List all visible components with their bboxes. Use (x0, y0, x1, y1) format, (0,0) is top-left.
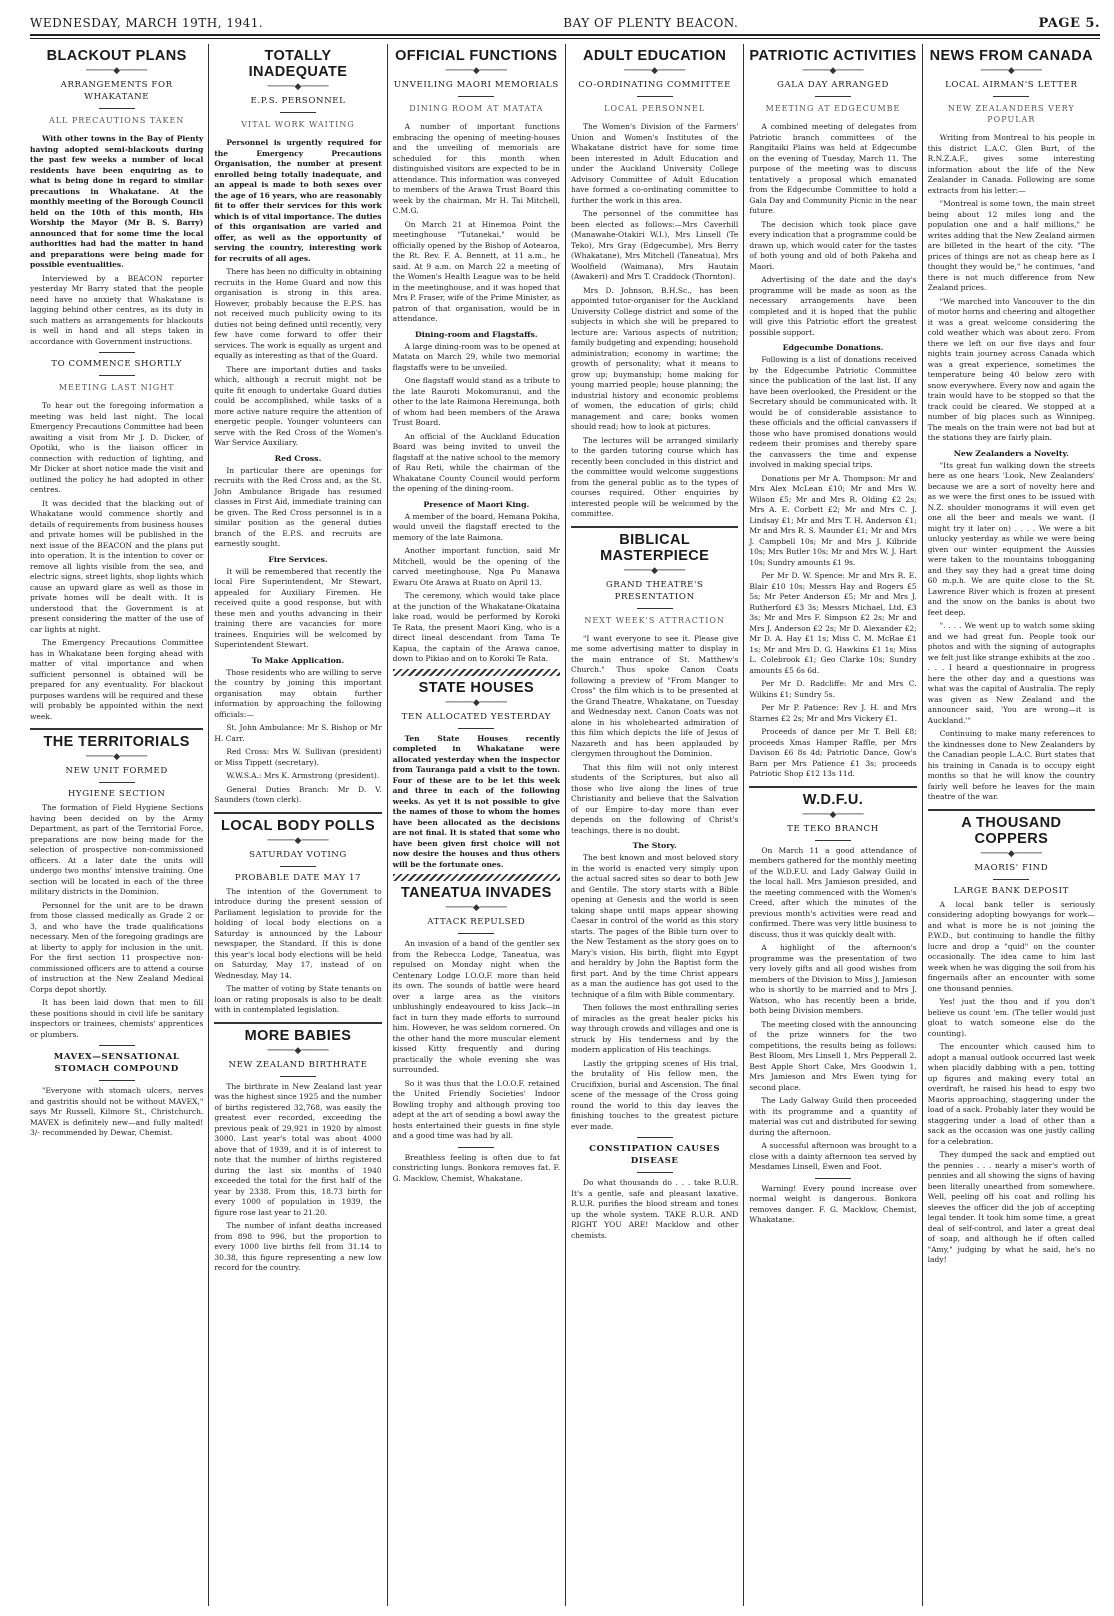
paragraph: The lectures will be arranged similarly to the garden tutoring course which has recently been concluded in this district and the committee would welcome suggestions from the general public as to the types of courses required. Other enquiries by interested people will be welcomed by the committee. (570, 435, 739, 518)
divider (637, 608, 673, 609)
paragraph: Yes! just the thou and if you don't believe us count 'em. (The teller would just gloat to watch someone else do the counting). (927, 997, 1095, 1038)
paragraph: Following is a list of donations received by the Edgecumbe Patriotic Committee since the publication of the last list. If any have been overlooked, the President or the Secretary should be communicated with. It would be of considerable assistance to these officials and the official canvassers if those who have promised donations would redeem their promises and thereby spare the canvassers the time and expense involved in making special trips. (749, 355, 917, 469)
divider (928, 809, 1095, 811)
paragraph: Per Mr P. Patience: Rev J. H. and Mrs Starnes £2 2s; Mr and Mrs Vickery £1. (749, 703, 917, 723)
headline: A THOUSAND COPPERS (961, 814, 1062, 847)
section-heading: Presence of Maori King. (423, 499, 530, 509)
subheadline: TE TEKO BRANCH (787, 823, 879, 834)
headline: LOCAL BODY POLLS (220, 817, 376, 834)
section-heading: New Zealanders a Novelty. (953, 448, 1069, 458)
column-6 (922, 44, 1100, 1606)
advert-constipation (571, 1143, 738, 1241)
article-more-babies (214, 1028, 381, 1274)
article-totally-inadequate (214, 48, 381, 806)
paragraph: Interviewed by a BEACON reporter yesterday Mr Barry stated that the people need have no anxiety that Whakatane is lagging behind other centres, as its duty in such matters as arrangements for blackouts is well in hand and all steps taken in accordance with Government instructions. (30, 273, 204, 346)
headline: NEWS FROM CANADA (929, 48, 1094, 64)
subheadline: DINING ROOM AT MATATA (409, 104, 544, 113)
ornament-border (393, 669, 560, 676)
paragraph: In particular there are openings for recruits with the Red Cross and, as the St. John Ambulance Brigade has resumed classes in First Aid, immediate training can be given. The Red Cross personnel is in a similar position as the general duties branch of the E.P.S. and recruits are earnestly sought. (214, 465, 382, 548)
advert-mavex (30, 1051, 203, 1139)
paragraph: Per Mr D. W. Spence: Mr and Mrs R. E. Blair £10 10s; Messrs Hay and Rogers £5 5s; Mr Peter Anderson £5; Mr and Mrs J. Rutherford £3 3s; Messrs Michael, Ltd. £3 3s; Mr and Mrs F. Simpson £2 2s; Mr and Mrs J. Anderson £2 2s; Mr D. Alexander £2; Mr D. A. Hay £1 1s; Miss C. M. McRae £1 1s; Mr and Mrs D. G. Hawkins £1 1s; Miss L. Colebrook £1; Geo Clarke 10s; Sundry amounts £5 6s 6d. (749, 571, 917, 675)
paragraph: The number of infant deaths increased from 898 to 996, but the proportion to every 1000 live births fell from 31.14 to 30.38, this figure representing a new low record for the country. (214, 1221, 382, 1272)
subheadline: MAORIS' FIND (974, 862, 1049, 873)
paragraph: That this film will not only interest students of the Scriptures, but also all those who live along the lines of true Christianity and believe that the Salvation of our Empire to-day more than ever depends on the following of Christ's teachings, there is no doubt. (570, 762, 739, 835)
divider (458, 96, 494, 97)
headline: TO COMMENCE SHORTLY (51, 359, 183, 369)
divider (99, 108, 135, 109)
ornament-divider: ─────◆───── (86, 66, 148, 76)
subheadline: CO-ORDINATING COMMITTEE (578, 80, 732, 90)
headline: CONSTIPATION CAUSES DISEASE (589, 1144, 721, 1166)
paragraph: A highlight of the afternoon's programme was the presentation of two very lovely gifts and all good wishes from members of the Division to Miss J. Jamieson who is shortly to be married and to Mrs J. Watson, who has recently been a bride, both being Division members. (749, 943, 917, 1015)
paragraph: An official of the Auckland Education Board was being invited to unveil the flagstaff at the native school to the memory of Rau Reti, while the chairman of the Whakatane County Council would perform the opening of the dining-room. (392, 431, 560, 493)
divider (993, 96, 1029, 97)
divider (99, 375, 135, 376)
paragraph: To hear out the foregoing information a meeting was held last night. The local Emergency Precautions Committee had been awaiting a visit from Mr J. D. Dicker, of Opotiki, who is the liaison officer in connection with reduction of lighting, and Mr Dicker at short notice made the visit and outlined the policy he had adopted in other centres. (30, 401, 204, 494)
ornament-divider: ─────◆───── (445, 903, 507, 913)
paragraph: Continuing to make many references to the kindnesses done to New Zealanders by the Canadian people L.A.C. Burt states that his training in Canada is to occupy eight months so that he will know the country fairly well before he leaves for the main theatre of the war. (927, 729, 1095, 801)
article-commence-shortly (30, 358, 203, 722)
divider (749, 786, 916, 788)
divider (815, 1178, 851, 1179)
advert-bonkora: Warning! Every pound increase over normal weight is dangerous. Bonkora removes danger. F. G. Macklow, Chemist, Whakatane. (749, 1183, 917, 1224)
paragraph: With other towns in the Bay of Plenty having adopted semi-blackouts during the past few weeks a number of local residents have been enquiring as to what is being done in regard to similar precautions in Whakatane. At the monthly meeting of the Borough Council held on the 10th of this month, His Worship the Mayor (Mr B. S. Barry) announced that for some time the local authorities had had the matter in hand and preparations were being made for possible eventualities. (30, 134, 204, 269)
article-territorials (30, 734, 203, 1040)
divider (993, 879, 1029, 880)
subheadline: SATURDAY VOTING (249, 849, 347, 860)
headline: TANEATUA INVADES (400, 885, 552, 901)
ornament-divider: ─────◆───── (624, 66, 686, 76)
article-wdfu (749, 792, 916, 1226)
ornament-divider: ─────◆───── (445, 697, 507, 708)
paragraph: The ceremony, which would take place at the junction of the Whakatane-Okataina lake road, would be performed by Koroki Te Rata, the present Maori King, who is a direct lineal descendant from Tama Te Kapua, the captain of the Arawa canoe, down to Pikiao and on to Koroki Te Rata. (392, 591, 560, 663)
paragraph: They dumped the sack and emptied out the pennies . . . nearly a miser's worth of pennies and all showing the signs of having been literally unearthed from somewhere. Well, peeling off his coat and rolling his sleeves the officer did the job of accepting legal tender. It took him some time, a great deal of self-control, and later a great deal of soap, and although he if often called "Amy," judging by what he said, he's no lady! (927, 1150, 1095, 1264)
paragraph: ". . . . We went up to watch some skiing and we had great fun. People took our photos and with the signing of autographs we felt just like strange exhibits at the zoo . . . . I heard a questionnaire in progress here the other day and a questions was what was the capital of Australia. The reply was given as New Zealand and the announcer said, 'You are wrong—it is Auckland.'" (927, 621, 1095, 725)
headline: BLACKOUT PLANS (46, 48, 187, 64)
paragraph: "Everyone with stomach ulcers, nerves and gastritis should not be without MAVEX," says Mr Russell, Kilmore St., Christchurch. MAVEX is definitely new—and fully malted! 3/- recommended by Dewar, Chemist. (30, 1086, 204, 1137)
subheadline: NEW ZEALAND BIRTHRATE (228, 1059, 368, 1070)
masthead-rule (30, 34, 1100, 36)
article-official-functions (393, 48, 560, 665)
ornament-divider: ─────◆───── (267, 835, 329, 846)
paragraph: Per Mr D. Radcliffe: Mr and Mrs C. Wilkins £1; Sundry 5s. (749, 679, 917, 699)
paragraph: St. John Ambulance: Mr S. Bishop or Mr H. Carr. (214, 723, 382, 743)
divider (214, 1022, 381, 1024)
paragraph: The Lady Galway Guild then proceeded with its programme and a quantity of material was cut and distributed for sewing during the afternoon. (749, 1096, 917, 1137)
paragraph: It has been laid down that men to fill these positions should in civil life be sanitary inspectors or trainees, chemists' apprentices or plumbers. (30, 998, 204, 1039)
paragraph: There are important duties and tasks which, although a recruit might not be quite fit enough to undertake Guard duties could be accomplished, while tasks of a more active nature require the attention of energetic people. Younger volunteers can serve with the Red Cross of the Women's War Service Auxiliary. (214, 364, 382, 447)
subheadline: PROBABLE DATE MAY 17 (234, 872, 362, 883)
divider (99, 782, 135, 783)
paragraph: "Its great fun walking down the streets here as one hears 'Look, New Zealanders' because we are a sort of novelty here and as we were the first ones to be issued with N.Z. shoulder monograms it will even get one all the beer and meals we want. (I might try it later on) . . . . We were a bit unlucky yesterday as while we were being given our winter equipment the Aussies were taken to the mountains tobogganing and they say they had a great time doing 60 m.p.h. We are quite close to the St. Lawrence River which is frozen at present and the snow on the banks is about two feet deep. (927, 460, 1095, 617)
ornament-divider: ─────◆───── (802, 66, 864, 76)
paragraph: Red Cross: Mrs W. Sullivan (president) or Miss Tippett (secretary). (214, 747, 382, 767)
subheadline: ARRANGEMENTS FOR WHAKATANE (60, 80, 173, 102)
headline: PATRIOTIC ACTIVITIES (749, 48, 917, 64)
subheadline: GRAND THEATRE'S PRESENTATION (605, 579, 704, 602)
paragraph: The birthrate in New Zealand last year was the highest since 1925 and the number of births registered 32,768, was easily the greatest ever recorded, exceeding the previous peak of 29,921 in 1920 by almost 3000. Last year's total was about 4000 above that of 1939, and it is of interest to note that the number of births registered during the last six months of 1940 exceeded the total for the first half of the year by 2338. From this, 18.73 birth for every 1000 of population in 1939, the figure rose last year to 21.20. (214, 1081, 382, 1217)
paragraph: A successful afternoon was brought to a close with a dainty afternoon tea served by Mesdames Linsell, Ewen and Foot. (749, 1141, 917, 1171)
paragraph: The Emergency Precautions Committee has in Whakatane been forging ahead with matter of vital importance and when sufficient personnel is obtained will be prepared for any eventuality. For blackout purposes wardens will be required and these will probably be appointed within the next week. (30, 638, 204, 721)
paragraph: The matter of voting by State tenants on loan or rating proposals is also to be dealt with in contemplated legislation. (214, 984, 382, 1014)
paragraph: It was decided that the blacking out of Whakatane would commence shortly and details of requirements from business houses and private homes will be published in the next issue of the BEACON and the plans put into operation. It is the intention to cover or remove all lights visible from the sea, and electric signs, street lights, shop lights which cause an upward glare as well as those in private homes will be dealt with. It is understood that the Government is at present considering the matter of the use of car lights at night. (30, 498, 204, 634)
subheadline: NEW UNIT FORMED (65, 766, 168, 776)
ornament-divider: ─────◆───── (624, 565, 686, 576)
paragraph: A number of important functions embracing the opening of meeting-houses and the unveiling of memorials are scheduled for this month when distinguished visitors are expected to be in attendance. This information was conveyed to members of the Arawa Trust Board this week by the chairman, Mr H. Tai Mitchell, C.M.G. (392, 122, 560, 215)
paragraph: Proceeds of dance per Mr T. Bell £8; proceeds Xmas Hamper Raffle, per Mrs Davison £6 8s 4d; Patriotic Dance, Gow's Barn per Mrs Patience £1 3s; proceeds Patriotic Shop £12 13s 11d. (749, 727, 917, 778)
paragraph: Ten State Houses recently completed in Whakatane were allocated yesterday when the inspector from Tauranga paid a visit to the town. Four of these are to be let this week and three in each of the following weeks. As yet it is not possible to give the names of those to whom the homes have been allocated as the decisions are not final. It is stated that some who have been given first choice will not now desire the houses and thus others will be the fortunate ones. (392, 733, 560, 869)
paragraph: Writing from Montreal to his people in this district L.A.C. Glen Burt, of the R.N.Z.A.F., gives some interesting information about the life of the New Zealander in Canada. Following are some extracts from his letter:— (927, 133, 1095, 195)
paragraph: A member of the board, Hemana Pokiha, would unveil the flagstaff erected to the memory of the late Raimona. (392, 511, 560, 542)
divider (637, 96, 673, 97)
subheadline: ALL PRECAUTIONS TAKEN (48, 116, 185, 125)
paragraph: Lastly the gripping scenes of His trial, the brutality of His fellow men, the Crucifixion, burial and Ascension. The final scene of the message of the Cross going round the world to this day leaves the finishing touches to the greatest picture ever made. (570, 1058, 739, 1131)
headline: W.D.F.U. (802, 791, 864, 808)
paragraph: The meeting closed with the announcing of the prize winners for the two competitions, the results being as follows: Best Bloom, Mrs Linsell 1, Mrs Pepperall 2. Best Apple Short Cake, Mrs Goodwin 1, Mrs Jamieson and Mrs Ewen tying for second place. (749, 1019, 917, 1092)
article-local-body-polls (214, 818, 381, 1016)
paragraph: It will be remembered that recently the local Fire Superintendent, Mr Stewart, appealed for Auxiliary Firemen. He received quite a good response, but with these men and youths advancing in their training there are vacancies for more trainees. Enquiries will be welcomed by Superintendent Stewart. (214, 566, 382, 649)
subheadline: HYGIENE SECTION (67, 789, 166, 799)
paragraph: "Montreal is some town, the main street being about 12 miles long and the population one and a half millions," he writes adding that the New Zealand airmen are billeted in the heart of the city. "The prices of things are not as cheap here as I thought they would be," he continues, "and there is not much difference from New Zealand prices. (927, 199, 1095, 292)
divider (214, 812, 381, 814)
subheadline: NEW ZEALANDERS VERY POPULAR (947, 104, 1075, 124)
column-4 (565, 44, 743, 1606)
paragraph: Personnel is urgently required for the Emergency Precautions Organisation, the number at present enrolled being totally inadequate, and an appeal is made to both sexes over the age of 16 years, who are reasonably fit to offer their services for this work which is of vital importance. The duties of this organisation are varied and offer, as well as the opportunity of serving the country, interesting work for recruits of all ages. (214, 138, 382, 263)
paragraph: One flagstaff would stand as a tribute to the late Rauroti Mokomuranui, and the other to the late Raimona Hereinunga, both of whom had been members of the Arawa Trust Board. (392, 376, 560, 427)
article-taneatua-invades (393, 885, 560, 1184)
ornament-border (393, 874, 560, 881)
column-2 (208, 44, 386, 1606)
column-1 (30, 44, 208, 1606)
paragraph: The formation of Field Hygiene Sections having been decided on by the Army Department, as part of the Territorial Force, preparations are now being made for the selection of prospective non-commissioned officers. At a later date the units will undergo two months' intensive training. One section will be located in each of the three military districts in the Dominion. (30, 803, 204, 896)
article-blackout-plans (30, 48, 203, 347)
divider (30, 728, 203, 730)
ornament-divider: ─────◆───── (86, 752, 148, 762)
masthead-date: WEDNESDAY, MARCH 19TH, 1941. (30, 16, 264, 30)
article-state-houses (393, 680, 560, 871)
headline: ADULT EDUCATION (583, 48, 727, 64)
masthead-paper: BAY OF PLENTY BEACON. (563, 16, 739, 30)
advert-bonkora: Breathless feeling is often due to fat constricting lungs. Bonkora removes fat. F. G. Macklow, Chemist, Whakatane. (392, 1152, 560, 1183)
headline: THE TERRITORIALS (43, 734, 190, 750)
paragraph: The encounter which caused him to adopt a manual outlook occurred last week when placidly dabbing with a pen, totting up figures and making every total an overdraft, he raised his head to espy two Maoris approaching, staggering under the load of a sack. Probably later they would be staggering under a load of other than a sack as the occasion was one justly calling for a celebration. (927, 1042, 1095, 1146)
divider (637, 1172, 673, 1173)
paragraph: General Duties Branch: Mr D. V. Saunders (town clerk). (214, 784, 382, 804)
article-biblical-masterpiece (571, 532, 738, 1133)
subheadline: GALA DAY ARRANGED (777, 80, 889, 90)
subheadline: LOCAL PERSONNEL (604, 104, 706, 113)
subheadline: UNVEILING MAORI MEMORIALS (393, 80, 559, 90)
section-heading: To Make Application. (251, 655, 345, 665)
paragraph: Do what thousands do . . . take R.U.R. It's a gentle, safe and pleasant laxative. R.U.R. purifies the blood stream and tones up the whole system. TAKE R.U.R. AND RIGHT YOU ARE! Macklow and other chemists. (570, 1178, 739, 1240)
divider (637, 1137, 673, 1138)
paragraph: So it was thus that the I.O.O.F. retained the United Friendly Societies' Indoor Bowling trophy and although proving too adept at the art of sending a bowl away the hosts entertained their guests in fine style and a good time was had by all. (392, 1078, 560, 1140)
section-heading: Edgecumbe Donations. (782, 343, 884, 352)
paragraph: On March 21 at Hinemoa Point the meetinghouse "Tutanekai," would be officially opened by the Bishop of Aotearoa, the Rt. Rev. F. A. Bennett, at 11 a.m., he said. At 9 a.m. on March 22 a meeting of the Women's Health League was to be held in the meetinghouse, and it was hoped that Mrs P. Fraser, wife of the Prime Minister, as patron of that organisation, would be in attendance. (392, 219, 560, 323)
divider (815, 96, 851, 97)
subheadline: TEN ALLOCATED YESTERDAY (401, 711, 552, 722)
subheadline: ATTACK REPULSED (427, 917, 526, 927)
section-heading: The Story. (632, 841, 677, 850)
divider (280, 112, 316, 113)
divider (571, 526, 738, 528)
column-3 (387, 44, 565, 1606)
section-heading: Dining-room and Flagstaffs. (415, 329, 538, 339)
paragraph: The intention of the Government to introduce during the present session of Parliament legislation to provide for the holding of local body elections on a Saturday is announced by the Labour newspaper, the Standard. If this is done this year's local body elections will be held on Saturday, May 17, instead of on Wednesday, May 14. (214, 886, 382, 980)
subheadline: LOCAL AIRMAN'S LETTER (945, 80, 1078, 90)
ornament-divider: ─────◆───── (267, 1045, 329, 1056)
article-news-from-canada (928, 48, 1095, 803)
divider (280, 1076, 316, 1077)
paragraph: The Women's Division of the Farmers' Union and Women's Institutes of the Whakatane district have for some time been interested in Adult Education and under the Auckland University College Advisory Committee of Adult Education have formed a co-ordinating committee to further the work in this area. (570, 122, 739, 205)
paragraph: Those residents who are willing to serve the country by joining this important organisation may obtain further information by approaching the following officials:— (214, 667, 382, 719)
headline: STATE HOUSES (418, 679, 535, 696)
article-patriotic-activities (749, 48, 916, 780)
article-adult-education (571, 48, 738, 520)
subheadline: NEXT WEEK'S ATTRACTION (584, 615, 725, 625)
ornament-divider: ─────◆───── (980, 66, 1042, 76)
page-columns (30, 44, 1100, 1606)
headline: BIBLICAL MASTERPIECE (600, 531, 710, 564)
divider (458, 728, 494, 729)
paragraph: The best known and most beloved story in the world is enacted very simply upon the actual sacred sites so dear to both Jew and Gentile. The story starts with a Bible opening at Genesis and the world is seen taking shape until maps appear showing Caesar in control of the world as this story starts. The pages of the Bible turn over to the New Testament as the story goes on to Mary's vision, His birth, flight into Egypt and heraldry by John the Baptist form the first part. And by the time Christ appears as a man the audience has got used to the technique of a film with Bible commentary. (570, 853, 739, 999)
paragraph: A combined meeting of delegates from Patriotic branch committees of the Rangitaiki Plains was held at Edgecumbe on the evening of Tuesday, March 11. The purpose of the meeting was to discuss tentatively a proposal which emanated from the Edgecumbe Committee to hold a Gala Day and Community Picnic in the near future. (749, 122, 917, 215)
headline: MAVEX—SENSATIONAL STOMACH COMPOUND (53, 1052, 180, 1074)
masthead-page: PAGE 5. (1038, 15, 1100, 31)
divider (458, 933, 494, 934)
paragraph: Advertising of the date and the day's programme will be made as soon as the necessary arrangements have been completed and it is hoped that the public will give this Patriotic effort the greatest possible support. (749, 275, 917, 337)
ornament-divider: ─────◆───── (980, 848, 1042, 859)
subheadline: MEETING LAST NIGHT (58, 383, 175, 392)
paragraph: W.W.S.A.: Mrs K. Armstrong (president). (226, 771, 380, 780)
headline: MORE BABIES (244, 1027, 352, 1044)
column-5 (743, 44, 921, 1606)
ornament-divider: ─────◆───── (445, 66, 507, 76)
paragraph: Donations per Mr A. Thompson: Mr and Mrs Alex McLean £10; Mr and Mrs W. Wilson £5; Mr and Mrs R. Olding £2 2s; Mrs A. E. Corbett £2; Mr and Mrs C. J. Lindsay £1; Mr and Mrs T. H. Anderson £1; Mr and Mrs R. S. Maunder £1; Mr and Mrs J. Campbell 10s; Mr and Mrs J. Kilbride 10s; Mrs Butler 10s; Mr and Mrs W. J. Hart 10s; Sundry amounts £1 9s. (749, 473, 917, 567)
masthead (30, 12, 1100, 34)
subheadline: LARGE BANK DEPOSIT (953, 885, 1069, 896)
headline: TOTALLY INADEQUATE (248, 48, 348, 80)
masthead-rule-thin (30, 38, 1100, 39)
divider (99, 1080, 135, 1081)
paragraph: Then follows the most enthralling series of miracles as the great healer picks his way through crowds and villages and one is struck by His tenderness and by the modern application of His teachings. (570, 1003, 739, 1054)
paragraph: Mrs D. Johnson, B.H.Sc., has been appointed tutor-organiser for the Auckland University College district and some of the subjects in which she will be prepared to lecture are: Various aspects of nutrition; family budgeting and expending; household administration; economy in wartime; the growth of personality; what it means to grow up; buymanship; home making for young married people; house planning; the industrial history and economic problems of women, the education of girls; child management and care; books women should read; how to look at pictures. (570, 285, 739, 431)
paragraph: "We marched into Vancouver to the din of motor horns and cheering and altogether it was a great welcome considering the cold weather which was about zero. From there we left on our five days and four nights train journey across Canada which was a great experience, sometimes the temperature being 40 below zero with snow everywhere. Every now and again the train would have to be stopped so that the track could be cleared. We stopped at a number of big places such as Winnipeg. The meals on the train were not bad but at the stations they are fairly plain. (927, 296, 1095, 442)
paragraph: "I want everyone to see it. Please give me some advertising matter to display in the main entrance of St. Matthew's Church." Thus spoke Canon Coats following a preview of "From Manger to Cross" the film which is to be presented at the Grand Theatre, Whakatane, on Tuesday and Wednesday next. Canon Coats was not alone in his wholehearted admiration of this film which depicts the life of Jesus of Nazareth and has been applauded by clergymen throughout the Dominion. (570, 633, 739, 758)
ornament-divider: ─────◆───── (267, 82, 329, 92)
subheadline: MEETING AT EDGECUMBE (765, 104, 901, 113)
paragraph: A local bank teller is seriously considering adopting bowyangs for work—and what is more he is not joining the P.W.D., but continuing to handle the filthy lucre and drop a "quid" on the counter occasionally. The idea came to him last week when he was digging the soil from his fingernails after an encounter with some one thousand pennies. (927, 899, 1095, 993)
subheadline: VITAL WORK WAITING (241, 120, 355, 129)
article-thousand-coppers (928, 815, 1095, 1266)
divider (815, 840, 851, 841)
paragraph: A large dining-room was to be opened at Matata on March 29, while two memorial flagstaffs were to be unveiled. (392, 341, 560, 372)
divider (99, 1045, 135, 1046)
paragraph: Another important function, said Mr Mitchell, would be the opening of the carved meetinghouse, Nga Pu Manawa Ewaru Ote Arawa at Ruato on April 13. (392, 546, 560, 587)
paragraph: The personnel of the committee has been elected as follows:—Mrs Caverhill (Manawahe-Otakiri W.I.), Mrs Linsell (Te Teko), Mrs Gray (Edgecumbe), Mrs Berry (Whakatane), Mrs Mitchell (Taneatua), Mrs Woolfield (Waimana), Mrs Hautain (Awakeri) and Mrs T. Craddock (Thornton). (570, 209, 739, 281)
subheadline: E.P.S. PERSONNEL (250, 96, 346, 106)
paragraph: An invasion of a band of the gentler sex from the Rebecca Lodge, Taneatua, was repulsed on Monday night when the Centenary Lodge I.O.O.F. more than held its own. The sounds of battle were heard over a large area as the visitors unblushingly endeavoured to kiss Jack—in fact in turn they made efforts to surround him. However, he was seldom cornered. On the other hand the more muscular element kissed Kitty frequently and during practically the whole evening she was surrounded. (392, 939, 560, 1074)
divider (280, 866, 316, 867)
section-heading: Red Cross. (274, 453, 322, 463)
section-heading: Fire Services. (268, 554, 328, 564)
paragraph: Personnel for the unit are to be drawn from those classed medically as Grade 2 or 3, and who have the trade qualifications necessary. Men of the foregoing gradings are at liberty to apply for inclusion in the unit. For the first section 11 prospective non-commissioned officers are to attend a course of instruction at the New Zealand Medical Corps depot shortly. (30, 900, 204, 994)
ornament-divider: ─────◆───── (802, 809, 864, 820)
divider (458, 1147, 494, 1148)
divider (99, 352, 135, 353)
paragraph: The decision which took place gave every indication that a programme could be drawn up, which would cater for the tastes of both young and old of both Pakeha and Maori. (749, 219, 917, 271)
paragraph: There has been no difficulty in obtaining recruits in the Home Guard and now this organisation is strong in this area. However, probably because the E.P.S. has not received much publicity owing to its duties not being defined until recently, very few have come forward to offer their services. The work is equally as urgent and equally as interesting as that of the Guard. (214, 267, 382, 360)
headline: OFFICIAL FUNCTIONS (395, 48, 558, 64)
paragraph: On March 11 a good attendance of members gathered for the monthly meeting of the W.D.F.U. and Lady Galway Guild in the local hall. Mrs Jamieson presided, and the meeting commenced with the Women's Creed, after which the minutes of the previous month's activities were read and confirmed. There was very little business to discuss, thus it was quickly dealt with. (749, 845, 917, 939)
